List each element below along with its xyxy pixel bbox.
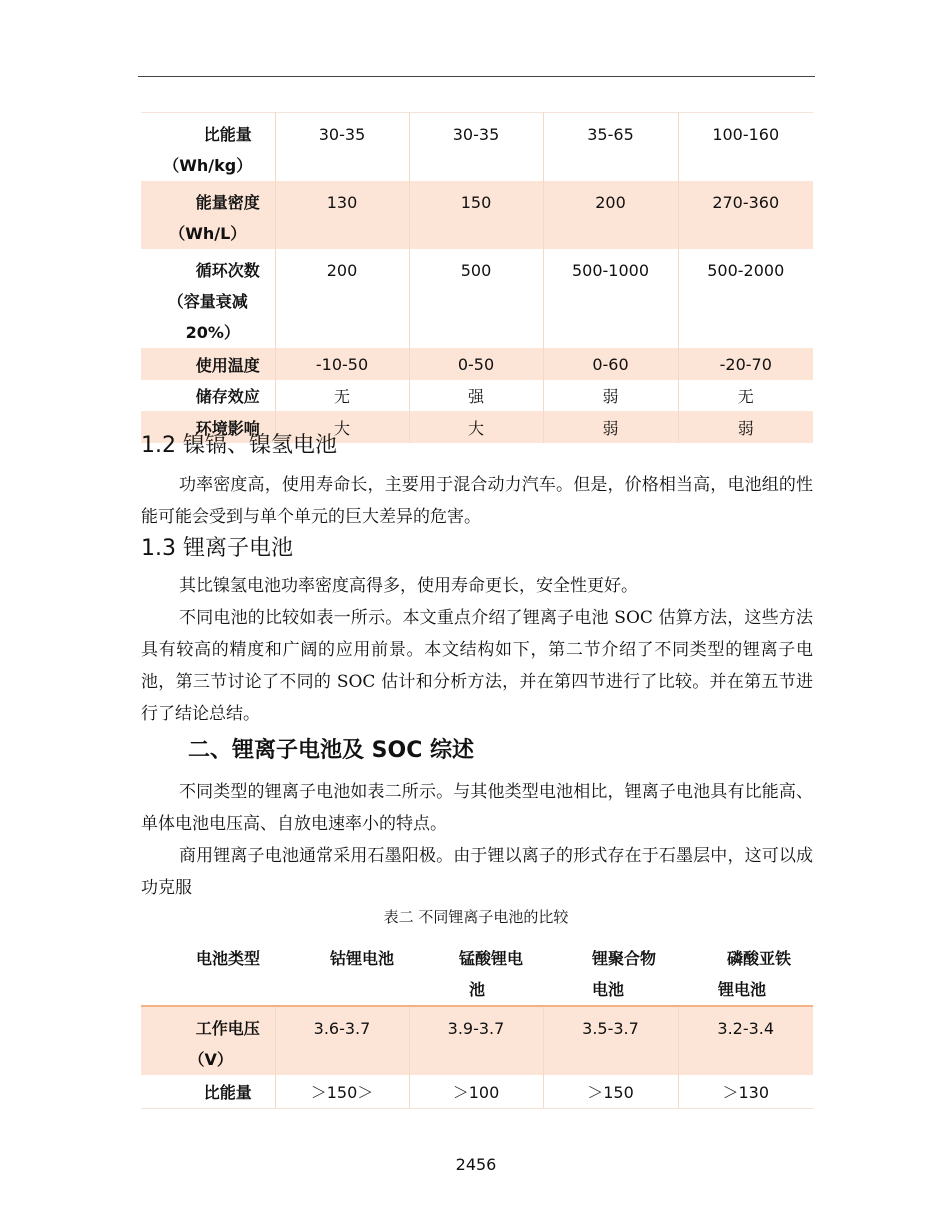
section-heading-1-3: 1.3 锂离子电池 (141, 536, 294, 561)
table-cell: 3.6-3.7 (313, 1019, 371, 1038)
column-header: 电池类型 (195, 949, 260, 968)
table-cell: -10-50 (315, 354, 369, 374)
table-cell: 500-1000 (571, 261, 650, 280)
table-cell: 弱 (737, 418, 754, 438)
comparison-table-2 (141, 937, 813, 1109)
row-label: 能量密度 （Wh/L） (169, 193, 260, 243)
table-cell: 0-50 (457, 354, 495, 374)
section-heading-1-2: 1.2 镍镉、镍氢电池 (141, 433, 338, 458)
table-cell: 270-360 (712, 193, 780, 212)
table-row (141, 348, 813, 380)
table-cell: 500 (460, 261, 492, 280)
table-row (141, 380, 813, 411)
row-label: 比能量 (203, 1082, 252, 1102)
table-cell: 强 (467, 387, 484, 406)
comparison-table-1 (141, 112, 813, 443)
table-cell: 150 (460, 193, 492, 212)
table-cell: 弱 (602, 418, 619, 438)
table-cell: 130 (326, 193, 358, 212)
table-cell: ＞150＞ (310, 1082, 374, 1102)
table-cell: 0-60 (592, 354, 629, 374)
row-label: 使用温度 (195, 355, 260, 375)
table-cell: 30-35 (452, 125, 500, 144)
row-label: 储存效应 (195, 387, 260, 406)
column-header: 锰酸锂电 池 (459, 949, 524, 999)
table-cell: 大 (333, 418, 350, 438)
paragraph-block-1-3: 其比镍氢电池功率密度高得多，使用寿命更长，安全性更好。 不同电池的比较如表一所示。本文重点介绍了锂离子电池 SOC 估算方法，这些方法具有较高的精度和广阔的应用前景。本文结构如下，第二节介绍了不同类型的锂离子电池，第三节讨论了不同的 SOC 估计和分析方法，并在第四节进行了比较。并在第五节进行了结论总结。 (141, 576, 813, 724)
row-label: 工作电压 （V） (188, 1019, 260, 1069)
row-label: 比能量 （Wh/kg） (163, 125, 253, 175)
table-header-row (141, 937, 813, 1006)
header-rule (138, 76, 815, 77)
table-cell: 500-2000 (707, 261, 785, 280)
section-heading-2: 二、锂离子电池及 SOC 综述 (188, 738, 475, 763)
row-label: 循环次数 （容量衰减 20%） (167, 261, 260, 342)
table-cell: ＞100 (452, 1082, 500, 1102)
paragraph-block-2: 不同类型的锂离子电池如表二所示。与其他类型电池相比，锂离子电池具有比能高、单体电池电压高、自放电速率小的特点。 商用锂离子电池通常采用石墨阳极。由于锂以离子的形式存在于石墨层中，这可以成功克服 (141, 782, 813, 898)
table-cell: 弱 (602, 387, 619, 406)
table-cell: 3.9-3.7 (447, 1019, 505, 1038)
table-cell: ＞150 (587, 1082, 634, 1102)
table-cell: 100-160 (712, 125, 780, 144)
table-row (141, 1075, 813, 1108)
table-cell: 3.5-3.7 (582, 1019, 639, 1038)
row-label: 环境影响 (195, 418, 260, 438)
table-row (141, 181, 813, 249)
table-cell: -20-70 (719, 354, 772, 374)
table-cell: 大 (467, 418, 484, 438)
table-row (141, 113, 813, 182)
paragraph-1-2: 功率密度高，使用寿命长，主要用于混合动力汽车。但是，价格相当高，电池组的性能可能会受到与单个单元的巨大差异的危害。 (141, 475, 813, 527)
column-header: 锂聚合物 电池 (592, 949, 657, 999)
table-cell: 30-35 (318, 125, 366, 144)
table-cell: 无 (333, 387, 350, 406)
column-header: 磷酸亚铁 锂电池 (718, 949, 792, 999)
table-cell: ＞130 (722, 1082, 770, 1102)
table-cell: 无 (737, 387, 754, 406)
table-row (141, 1006, 813, 1075)
table-cell: 200 (595, 193, 626, 212)
table-cell: 35-65 (587, 125, 634, 144)
table-row (141, 249, 813, 348)
table-caption: 表二 不同锂离子电池的比较 (383, 908, 569, 926)
column-header: 钴锂电池 (329, 949, 394, 968)
table-cell: 200 (326, 261, 358, 280)
page-number: 2456 (455, 1155, 497, 1174)
table-cell: 3.2-3.4 (717, 1019, 775, 1038)
